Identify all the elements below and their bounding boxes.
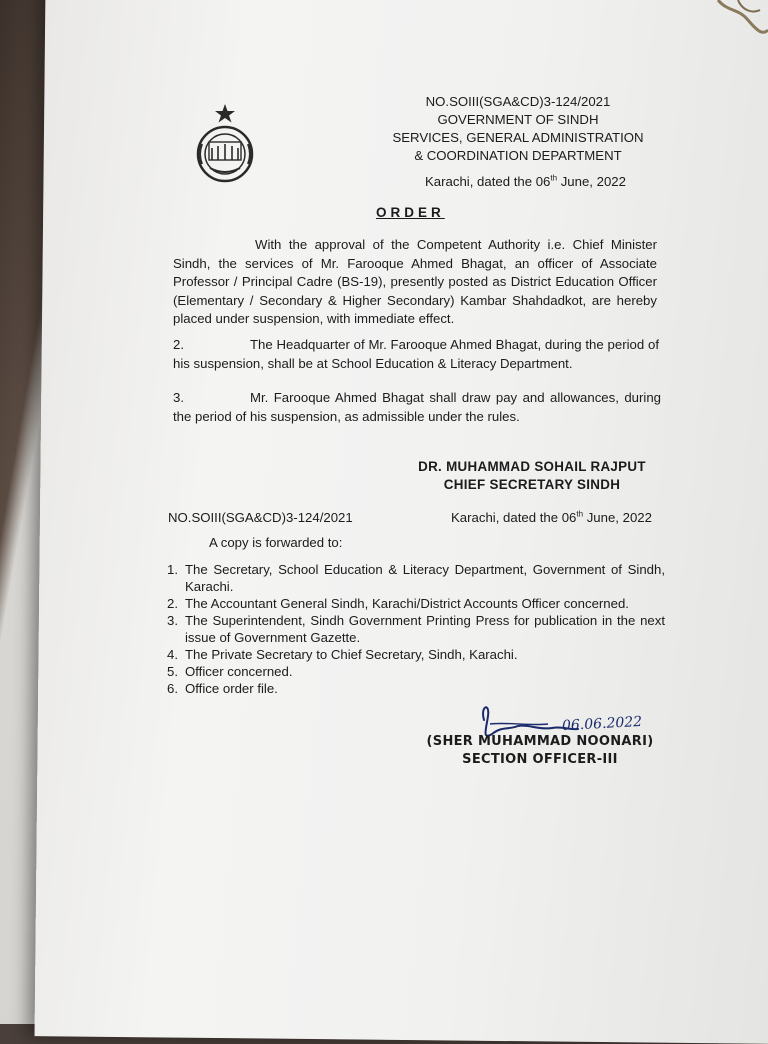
letterhead xyxy=(388,93,648,165)
paragraph-2: 2. The Headquarter of Mr. Farooque Ahmed Bhagat, during the period of his suspension, shall be at School Education & Literacy Department. xyxy=(173,337,659,371)
header-government: GOVERNMENT OF SINDH xyxy=(437,112,599,127)
copy-recipient-text: Officer concerned. xyxy=(185,664,293,679)
copy-recipient-number: 4. xyxy=(167,647,178,662)
paragraph-3: 3. Mr. Farooque Ahmed Bhagat shall draw pay and allowances, during the period of his suspension, as admissible under the rules. xyxy=(173,390,661,424)
copy-intro: A copy is forwarded to: xyxy=(209,535,343,550)
handwritten-date: 06.06.2022 xyxy=(561,713,643,735)
header-department-line2: & COORDINATION DEPARTMENT xyxy=(414,148,622,163)
copy-recipient-item xyxy=(167,680,665,697)
copy-recipient-text: The Superintendent, Sindh Government Printing Press for publication in the next issue of Government Gazette. xyxy=(185,613,665,645)
header-department-line1: SERVICES, GENERAL ADMINISTRATION xyxy=(392,130,644,145)
copy-recipient-text: The Private Secretary to Chief Secretary, Sindh, Karachi. xyxy=(185,647,518,662)
section-officer-name: (SHER MUHAMMAD NOONARI) xyxy=(426,734,654,749)
paragraph-1: With the approval of the Competent Authority i.e. Chief Minister Sindh, the services of Mr. Farooque Ahmed Bhagat, an officer of Associate Professor / Principal Cadre (BS-19), presently posted as District Education Officer (Elementary / Secondary & Higher Secondary) Kambar Shahdadkot, are hereby placed under suspension, with immediate effect. xyxy=(173,237,657,326)
chief-secretary-title: CHIEF SECRETARY SINDH xyxy=(443,477,621,492)
copy-date: Karachi, dated the 06th June, 2022 xyxy=(451,509,652,525)
header-date: Karachi, dated the 06th June, 2022 xyxy=(425,173,626,189)
signatory-section-officer xyxy=(420,733,660,769)
signatory-chief-secretary xyxy=(412,458,652,494)
copy-recipient-number: 6. xyxy=(167,681,178,696)
copy-recipient-number: 5. xyxy=(167,664,178,679)
copy-recipient-number: 2. xyxy=(167,596,178,611)
copy-ref-no: NO.SOIII(SGA&CD)3-124/2021 xyxy=(168,510,353,525)
copy-recipient-item xyxy=(167,612,665,646)
copy-recipient-text: The Secretary, School Education & Literacy Department, Government of Sindh, Karachi. xyxy=(185,562,665,594)
header-ref-no: NO.SOIII(SGA&CD)3-124/2021 xyxy=(425,94,611,109)
copy-recipient-list xyxy=(167,561,665,697)
copy-recipient-number: 1. xyxy=(167,562,178,577)
copy-recipient-item xyxy=(167,663,665,680)
copy-recipient-item xyxy=(167,595,665,612)
section-officer-title: SECTION OFFICER-III xyxy=(462,752,618,767)
sindh-government-seal-icon xyxy=(192,104,258,184)
copy-recipient-number: 3. xyxy=(167,613,178,628)
copy-recipient-item xyxy=(167,646,665,663)
chief-secretary-name: DR. MUHAMMAD SOHAIL RAJPUT xyxy=(418,459,646,474)
copy-recipient-item xyxy=(167,561,665,595)
order-title: ORDER xyxy=(376,205,445,220)
copy-recipient-text: Office order file. xyxy=(185,681,278,696)
copy-recipient-text: The Accountant General Sindh, Karachi/District Accounts Officer concerned. xyxy=(185,596,629,611)
